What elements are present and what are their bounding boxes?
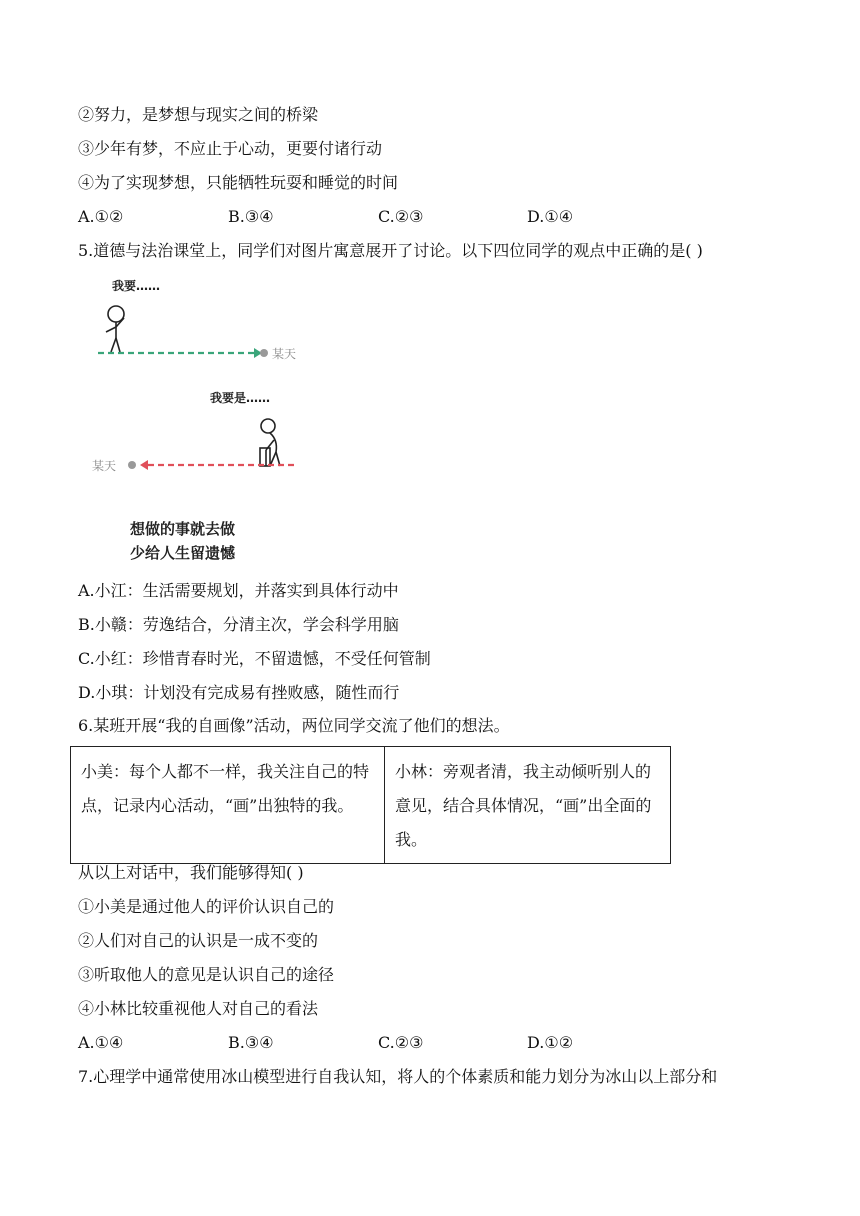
q7-stem: 7.心理学中通常使用冰山模型进行自我认知，将人的个体素质和能力划分为冰山以上部分和 — [78, 1067, 718, 1086]
backward-arrow-head — [140, 460, 148, 470]
q6-statement-1: ①小美是通过他人的评价认识自己的 — [78, 897, 335, 916]
q4-statement-2: ②努力，是梦想与现实之间的桥梁 — [78, 105, 319, 124]
standing-person-icon — [106, 306, 124, 352]
q6-option-d: D.①② — [527, 1033, 574, 1052]
q6-statement-2: ②人们对自己的认识是一成不变的 — [78, 931, 319, 950]
q5-option-d: D.小琪：计划没有完成易有挫败感，随性而行 — [78, 683, 400, 702]
bent-person-icon — [260, 419, 280, 466]
bottom-speech-text: 我要是…… — [210, 391, 271, 405]
q5-figure — [84, 272, 324, 568]
top-day-dot — [260, 349, 268, 357]
q4-statement-4: ④为了实现梦想，只能牺牲玩耍和睡觉的时间 — [78, 173, 399, 192]
q6-statement-4: ④小林比较重视他人对自己的看法 — [78, 999, 319, 1018]
q6-option-c: C.②③ — [378, 1033, 424, 1052]
q4-option-b: B.③④ — [228, 207, 274, 226]
q6-option-b: B.③④ — [228, 1033, 274, 1052]
q5-stem: 5.道德与法治课堂上，同学们对图片寓意展开了讨论。以下四位同学的观点中正确的是( ) — [78, 241, 703, 260]
caption-line-1: 想做的事就去做 — [130, 520, 236, 538]
q6-lead: 从以上对话中，我们能够得知( ) — [78, 863, 304, 882]
q6-option-a: A.①④ — [78, 1033, 124, 1052]
bottom-day-dot — [128, 461, 136, 469]
q6-options — [78, 1032, 778, 1054]
q4-statement-3: ③少年有梦，不应止于心动，更要付诸行动 — [78, 139, 383, 158]
q5-option-a: A.小江：生活需要规划，并落实到具体行动中 — [78, 581, 399, 600]
q4-option-c: C.②③ — [378, 207, 424, 226]
q4-options — [78, 206, 778, 228]
q4-option-d: D.①④ — [527, 207, 574, 226]
q5-option-b: B.小赣：劳逸结合，分清主次，学会科学用脑 — [78, 615, 399, 634]
top-speech-text: 我要…… — [112, 279, 161, 293]
q4-option-a: A.①② — [78, 207, 124, 226]
q6-stem: 6.某班开展“我的自画像”活动，两位同学交流了他们的想法。 — [78, 716, 510, 735]
q5-illustration — [84, 272, 324, 568]
q6-dialogue-table — [70, 746, 671, 864]
dialogue-cell-xiaolin: 小林：旁观者清，我主动倾听别人的意见，结合具体情况，“画”出全面的我。 — [385, 747, 671, 864]
dialogue-cell-xiaomei: 小美：每个人都不一样，我关注自己的特点，记录内心活动，“画”出独特的我。 — [71, 747, 385, 864]
q5-option-c: C.小红：珍惜青春时光，不留遗憾，不受任何管制 — [78, 649, 431, 668]
top-day-label: 某天 — [272, 347, 297, 361]
caption-line-2: 少给人生留遗憾 — [130, 544, 236, 562]
bottom-day-label: 某天 — [92, 459, 117, 473]
q6-statement-3: ③听取他人的意见是认识自己的途径 — [78, 965, 335, 984]
